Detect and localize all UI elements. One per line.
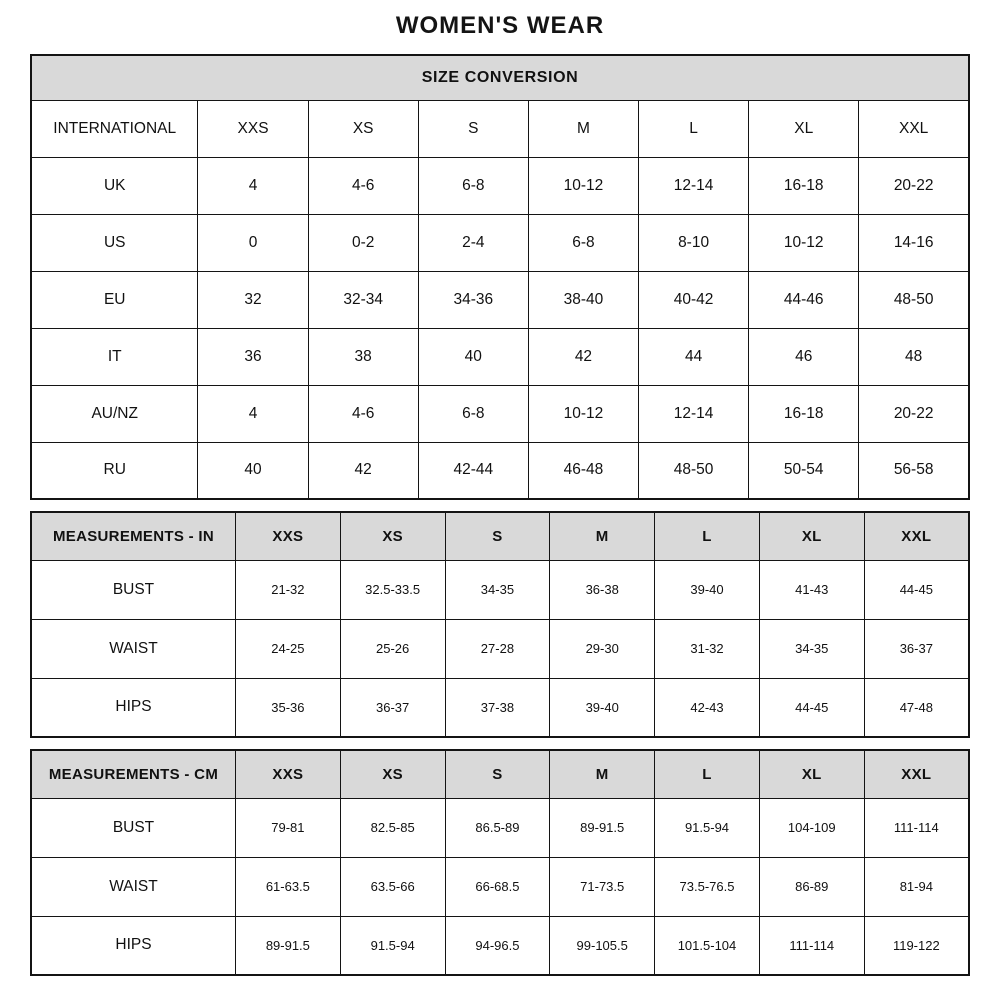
column-header: XS [340,512,445,560]
value-cell: 34-36 [418,271,528,328]
value-cell: 46 [749,328,859,385]
value-cell: 48-50 [859,271,969,328]
value-cell: 66-68.5 [445,857,550,916]
table-row [31,328,969,385]
column-header: XXS [235,512,340,560]
column-header: XXL [864,750,969,798]
value-cell: 42 [528,328,638,385]
value-cell: 94-96.5 [445,916,550,975]
value-cell: 4 [198,157,308,214]
value-cell: 101.5-104 [655,916,760,975]
column-header: M [528,100,638,157]
value-cell: 39-40 [550,678,655,737]
value-cell: 10-12 [528,157,638,214]
value-cell: 25-26 [340,619,445,678]
value-cell: 111-114 [759,916,864,975]
value-cell: 36-37 [340,678,445,737]
value-cell: 48 [859,328,969,385]
value-cell: 37-38 [445,678,550,737]
column-header: XL [749,100,859,157]
value-cell: 12-14 [639,157,749,214]
column-header: XS [308,100,418,157]
value-cell: 39-40 [655,560,760,619]
size-conversion-table [30,54,970,500]
size-conversion-title: SIZE CONVERSION [31,55,969,100]
value-cell: 12-14 [639,385,749,442]
value-cell: 36 [198,328,308,385]
value-cell: 44 [639,328,749,385]
table-row [31,798,969,857]
value-cell: 29-30 [550,619,655,678]
value-cell: 56-58 [859,442,969,499]
value-cell: 14-16 [859,214,969,271]
value-cell: 36-38 [550,560,655,619]
value-cell: 48-50 [639,442,749,499]
value-cell: 82.5-85 [340,798,445,857]
value-cell: 0 [198,214,308,271]
column-header: S [445,512,550,560]
header-row [31,750,969,798]
value-cell: 81-94 [864,857,969,916]
column-header: XXL [864,512,969,560]
table-row [31,560,969,619]
value-cell: 21-32 [235,560,340,619]
value-cell: 16-18 [749,385,859,442]
row-label: BUST [31,560,235,619]
column-header: S [418,100,528,157]
value-cell: 27-28 [445,619,550,678]
column-header: MEASUREMENTS - CM [31,750,235,798]
column-header: INTERNATIONAL [31,100,198,157]
column-header: XXS [235,750,340,798]
column-header: M [550,750,655,798]
value-cell: 4-6 [308,157,418,214]
row-label: WAIST [31,619,235,678]
value-cell: 40 [418,328,528,385]
value-cell: 79-81 [235,798,340,857]
value-cell: 10-12 [528,385,638,442]
size-chart-page [30,12,970,976]
value-cell: 32-34 [308,271,418,328]
value-cell: 99-105.5 [550,916,655,975]
value-cell: 20-22 [859,157,969,214]
value-cell: 16-18 [749,157,859,214]
value-cell: 32.5-33.5 [340,560,445,619]
column-header: XL [759,750,864,798]
table-row [31,857,969,916]
value-cell: 89-91.5 [550,798,655,857]
value-cell: 20-22 [859,385,969,442]
table-row [31,619,969,678]
value-cell: 2-4 [418,214,528,271]
value-cell: 71-73.5 [550,857,655,916]
value-cell: 0-2 [308,214,418,271]
value-cell: 34-35 [445,560,550,619]
value-cell: 42-43 [655,678,760,737]
column-header: XXS [198,100,308,157]
value-cell: 34-35 [759,619,864,678]
row-label: US [31,214,198,271]
column-header: XS [340,750,445,798]
column-header: L [639,100,749,157]
value-cell: 4 [198,385,308,442]
row-label: UK [31,157,198,214]
value-cell: 42 [308,442,418,499]
value-cell: 40-42 [639,271,749,328]
column-header: XXL [859,100,969,157]
value-cell: 32 [198,271,308,328]
value-cell: 8-10 [639,214,749,271]
header-row [31,100,969,157]
row-label: WAIST [31,857,235,916]
column-header: S [445,750,550,798]
table-row [31,271,969,328]
column-header: MEASUREMENTS - IN [31,512,235,560]
value-cell: 46-48 [528,442,638,499]
row-label: BUST [31,798,235,857]
value-cell: 10-12 [749,214,859,271]
table-row [31,157,969,214]
value-cell: 63.5-66 [340,857,445,916]
column-header: L [655,750,760,798]
value-cell: 89-91.5 [235,916,340,975]
value-cell: 31-32 [655,619,760,678]
value-cell: 73.5-76.5 [655,857,760,916]
row-label: HIPS [31,678,235,737]
value-cell: 61-63.5 [235,857,340,916]
value-cell: 86.5-89 [445,798,550,857]
row-label: RU [31,442,198,499]
value-cell: 44-45 [759,678,864,737]
value-cell: 50-54 [749,442,859,499]
value-cell: 38-40 [528,271,638,328]
value-cell: 24-25 [235,619,340,678]
value-cell: 47-48 [864,678,969,737]
value-cell: 4-6 [308,385,418,442]
table-row [31,442,969,499]
table-row [31,916,969,975]
measurements-cm-table [30,749,970,976]
page-title: WOMEN'S WEAR [395,12,605,39]
table-row [31,385,969,442]
value-cell: 119-122 [864,916,969,975]
column-header: XL [759,512,864,560]
column-header: L [655,512,760,560]
value-cell: 44-46 [749,271,859,328]
row-label: HIPS [31,916,235,975]
value-cell: 41-43 [759,560,864,619]
value-cell: 36-37 [864,619,969,678]
row-label: IT [31,328,198,385]
table-row [31,214,969,271]
value-cell: 40 [198,442,308,499]
row-label: AU/NZ [31,385,198,442]
value-cell: 111-114 [864,798,969,857]
header-row [31,512,969,560]
table-title-row [31,55,969,100]
table-row [31,678,969,737]
value-cell: 6-8 [418,157,528,214]
value-cell: 91.5-94 [340,916,445,975]
value-cell: 42-44 [418,442,528,499]
value-cell: 86-89 [759,857,864,916]
value-cell: 91.5-94 [655,798,760,857]
row-label: EU [31,271,198,328]
value-cell: 6-8 [528,214,638,271]
value-cell: 104-109 [759,798,864,857]
value-cell: 38 [308,328,418,385]
value-cell: 35-36 [235,678,340,737]
value-cell: 6-8 [418,385,528,442]
value-cell: 44-45 [864,560,969,619]
column-header: M [550,512,655,560]
measurements-in-table [30,511,970,738]
